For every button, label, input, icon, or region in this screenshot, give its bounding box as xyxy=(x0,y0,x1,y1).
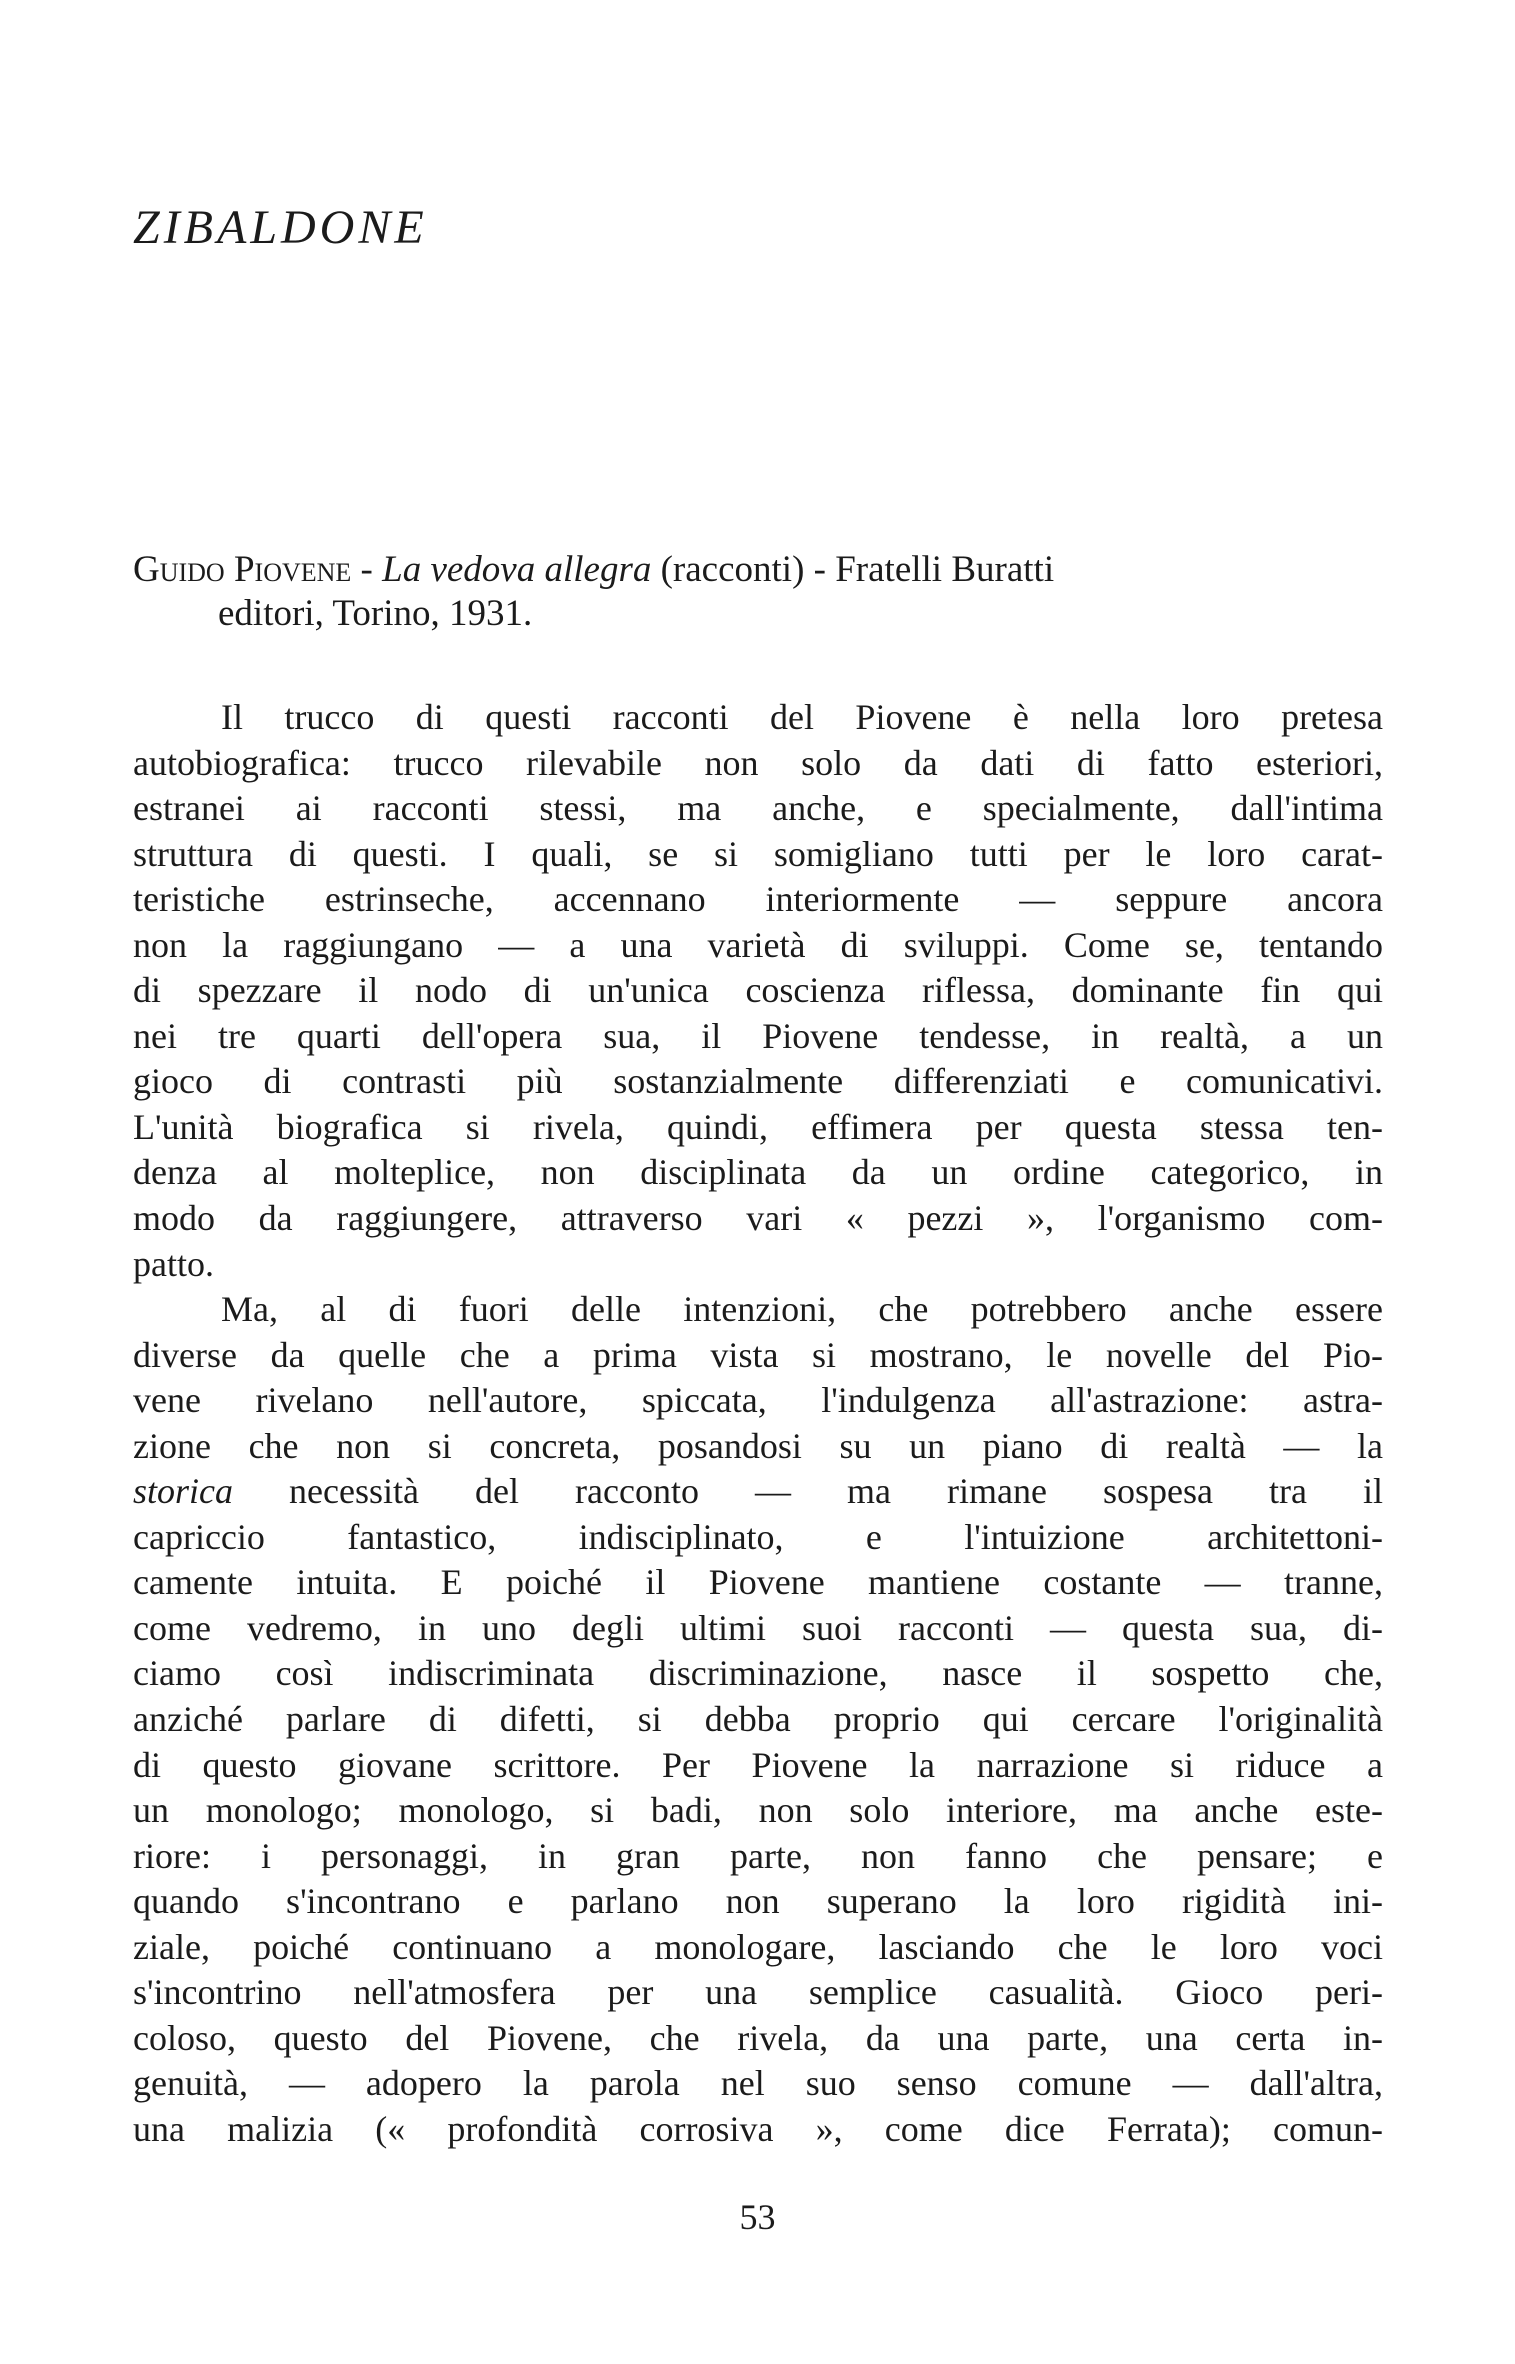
text-line: struttura di questi. I quali, se si somigliano tutti per le loro carat- xyxy=(133,833,1383,874)
text-line: coloso, questo del Piovene, che rivela, da una parte, una certa in- xyxy=(133,2017,1383,2058)
text-line: un monologo; monologo, si badi, non solo interiore, ma anche este- xyxy=(133,1790,1383,1831)
italic-word: storica xyxy=(133,1471,234,1512)
text-line: gioco di contrasti più sostanzialmente differenziati e comunicativi. xyxy=(133,1061,1383,1102)
text-line: modo da raggiungere, attraverso vari « pezzi », l'organismo com- xyxy=(133,1198,1383,1239)
text-line: storica necessità del racconto — ma rimane sospesa tra il xyxy=(133,1471,1383,1512)
text-line: riore: i personaggi, in gran parte, non fanno che pensare; e xyxy=(133,1835,1383,1876)
text-line: di spezzare il nodo di un'unica coscienza riflessa, dominante fin qui xyxy=(133,970,1383,1011)
text-line: denza al molteplice, non disciplinata da un ordine categorico, in xyxy=(133,1152,1383,1193)
text-line: capriccio fantastico, indisciplinato, e l'intuizione architettoni- xyxy=(133,1516,1383,1557)
text-line: ziale, poiché continuano a monologare, lasciando che le loro voci xyxy=(133,1926,1383,1967)
text-line: estranei ai racconti stessi, ma anche, e specialmente, dall'intima xyxy=(133,788,1383,829)
citation-genre-publisher: (racconti) - Fratelli Buratti xyxy=(651,549,1055,590)
text-line: anziché parlare di difetti, si debba proprio qui cercare l'originalità xyxy=(133,1699,1383,1740)
text-line: Ma, al di fuori delle intenzioni, che potrebbero anche essere xyxy=(221,1289,1383,1330)
citation-work-title: La vedova allegra xyxy=(382,549,652,590)
citation-author: Guido Piovene xyxy=(133,549,352,590)
text-line: nei tre quarti dell'opera sua, il Piovene tendesse, in realtà, a un xyxy=(133,1015,1383,1056)
text-line: zione che non si concreta, posandosi su un piano di realtà — la xyxy=(133,1425,1383,1466)
text-line: di questo giovane scrittore. Per Piovene la narrazione si riduce a xyxy=(133,1744,1383,1785)
text-line: quando s'incontrano e parlano non superano la loro rigidità ini- xyxy=(133,1881,1383,1922)
text-line: non la raggiungano — a una varietà di sviluppi. Come se, tentando xyxy=(133,924,1383,965)
text-line: L'unità biografica si rivela, quindi, effimera per questa stessa ten- xyxy=(133,1106,1383,1147)
text-line: genuità, — adopero la parola nel suo senso comune — dall'altra, xyxy=(133,2063,1383,2104)
text-line: diverse da quelle che a prima vista si mostrano, le novelle del Pio- xyxy=(133,1334,1383,1375)
text-line: come vedremo, in uno degli ultimi suoi racconti — questa sua, di- xyxy=(133,1607,1383,1648)
book-citation xyxy=(133,548,1383,636)
review-body xyxy=(133,695,1383,2153)
citation-publisher-line: editori, Torino, 1931. xyxy=(218,593,533,634)
text-line: una malizia (« profondità corrosiva », come dice Ferrata); comun- xyxy=(133,2108,1383,2149)
text-line: camente intuita. E poiché il Piovene mantiene costante — tranne, xyxy=(133,1562,1383,1603)
text-line: autobiografica: trucco rilevabile non solo da dati di fatto esteriori, xyxy=(133,742,1383,783)
citation-separator: - xyxy=(351,549,383,590)
text-line: ciamo così indiscriminata discriminazione, nasce il sospetto che, xyxy=(133,1653,1383,1694)
text-line: patto. xyxy=(133,1243,214,1284)
text-line: Il trucco di questi racconti del Piovene è nella loro pretesa xyxy=(221,697,1383,737)
text-line: teristiche estrinseche, accennano interiormente — seppure ancora xyxy=(133,879,1383,920)
text-line: s'incontrino nell'atmosfera per una semplice casualità. Gioco peri- xyxy=(133,1972,1383,2013)
section-title: ZIBALDONE xyxy=(133,201,428,254)
text-line: vene rivelano nell'autore, spiccata, l'indulgenza all'astrazione: astra- xyxy=(133,1380,1383,1421)
page-number: 53 xyxy=(739,2197,776,2237)
